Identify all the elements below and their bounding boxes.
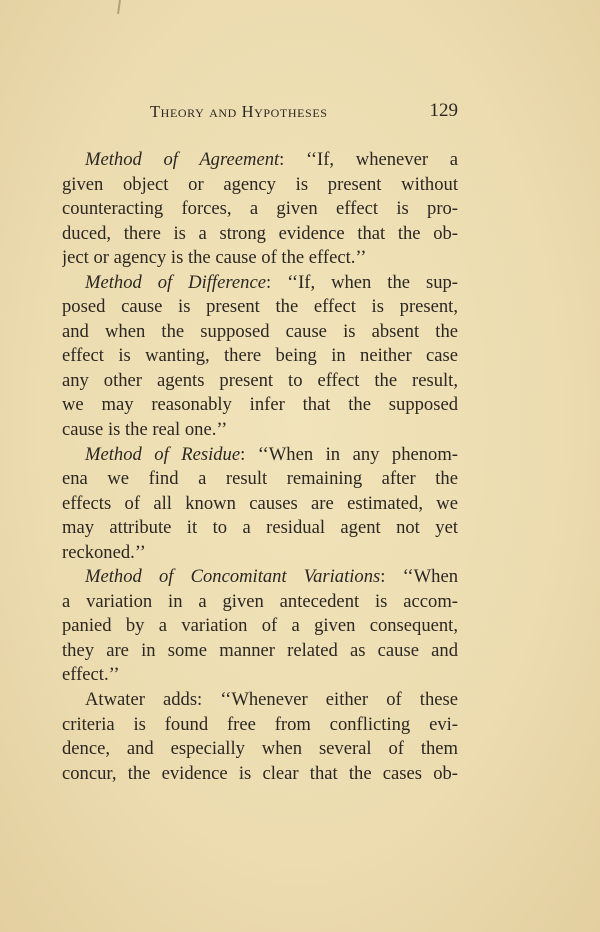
line-text: Atwater adds: ‘‘Whenever either of these: [85, 689, 458, 711]
line-text: : ‘‘When in any phenom-: [240, 443, 458, 465]
text-line: [62, 639, 458, 664]
body-text: [62, 148, 458, 786]
text-line: [62, 197, 458, 222]
method-name: Method of Concomitant Variations: [85, 566, 381, 588]
line-text: we may reasonably infer that the supposed: [62, 394, 458, 416]
text-line: [62, 492, 458, 517]
line-text: criteria is found free from conflicting evi-: [62, 713, 458, 735]
line-text: effect.’’: [62, 664, 120, 686]
line-text: counteracting forces, a given effect is pro-: [62, 198, 458, 220]
text-line: [62, 614, 458, 639]
scan-mark: [117, 0, 121, 14]
text-line: [62, 663, 458, 688]
text-line: [62, 516, 458, 541]
method-name: Method of Agreement: [85, 149, 280, 170]
page-header: [150, 102, 458, 128]
text-line: [62, 688, 458, 713]
text-line: [62, 467, 458, 492]
text-line: [62, 393, 458, 418]
text-line: [62, 541, 458, 566]
running-title: Theory and Hypotheses: [150, 102, 328, 121]
line-text: given object or agency is present without: [62, 173, 458, 195]
line-text: and when the supposed cause is absent the: [62, 320, 458, 342]
text-line: [62, 590, 458, 615]
line-text: : ‘‘If, whenever a: [279, 149, 458, 170]
text-line: [62, 344, 458, 369]
line-text: effects of all known causes are estimated, we: [62, 492, 458, 514]
line-text: posed cause is present the effect is present,: [62, 296, 458, 318]
line-text: ena we find a result remaining after the: [62, 468, 458, 490]
line-text: any other agents present to effect the result,: [62, 369, 458, 391]
text-line: [62, 737, 458, 762]
line-text: : ‘‘When: [380, 566, 458, 588]
text-line: [62, 271, 458, 296]
line-text: may attribute it to a residual agent not yet: [62, 517, 458, 539]
line-text: ject or agency is the cause of the effect.’’: [62, 247, 367, 269]
text-line: [62, 295, 458, 320]
line-text: cause is the real one.’’: [62, 419, 228, 441]
text-line: [62, 148, 458, 173]
text-line: [62, 762, 458, 787]
text-line: [62, 173, 458, 198]
line-text: : ‘‘If, when the sup-: [265, 271, 458, 293]
method-name: Method of Difference: [85, 271, 266, 293]
text-line: [62, 320, 458, 345]
line-text: they are in some manner related as cause and: [62, 639, 458, 661]
text-line: [62, 246, 458, 271]
text-line: [62, 713, 458, 738]
line-text: duced, there is a strong evidence that the ob-: [62, 222, 458, 244]
text-line: [62, 443, 458, 468]
text-line: [62, 369, 458, 394]
line-text: dence, and especially when several of them: [62, 738, 458, 760]
page-number: 129: [429, 100, 458, 121]
text-line: [62, 565, 458, 590]
text-line: [62, 418, 458, 443]
line-text: effect is wanting, there being in neither case: [62, 345, 458, 367]
text-line: [62, 222, 458, 247]
line-text: reckoned.’’: [62, 541, 146, 563]
line-text: concur, the evidence is clear that the cases ob-: [62, 762, 458, 784]
line-text: a variation in a given antecedent is accom-: [62, 590, 458, 612]
method-name: Method of Residue: [85, 443, 241, 465]
line-text: panied by a variation of a given consequent,: [62, 615, 458, 637]
